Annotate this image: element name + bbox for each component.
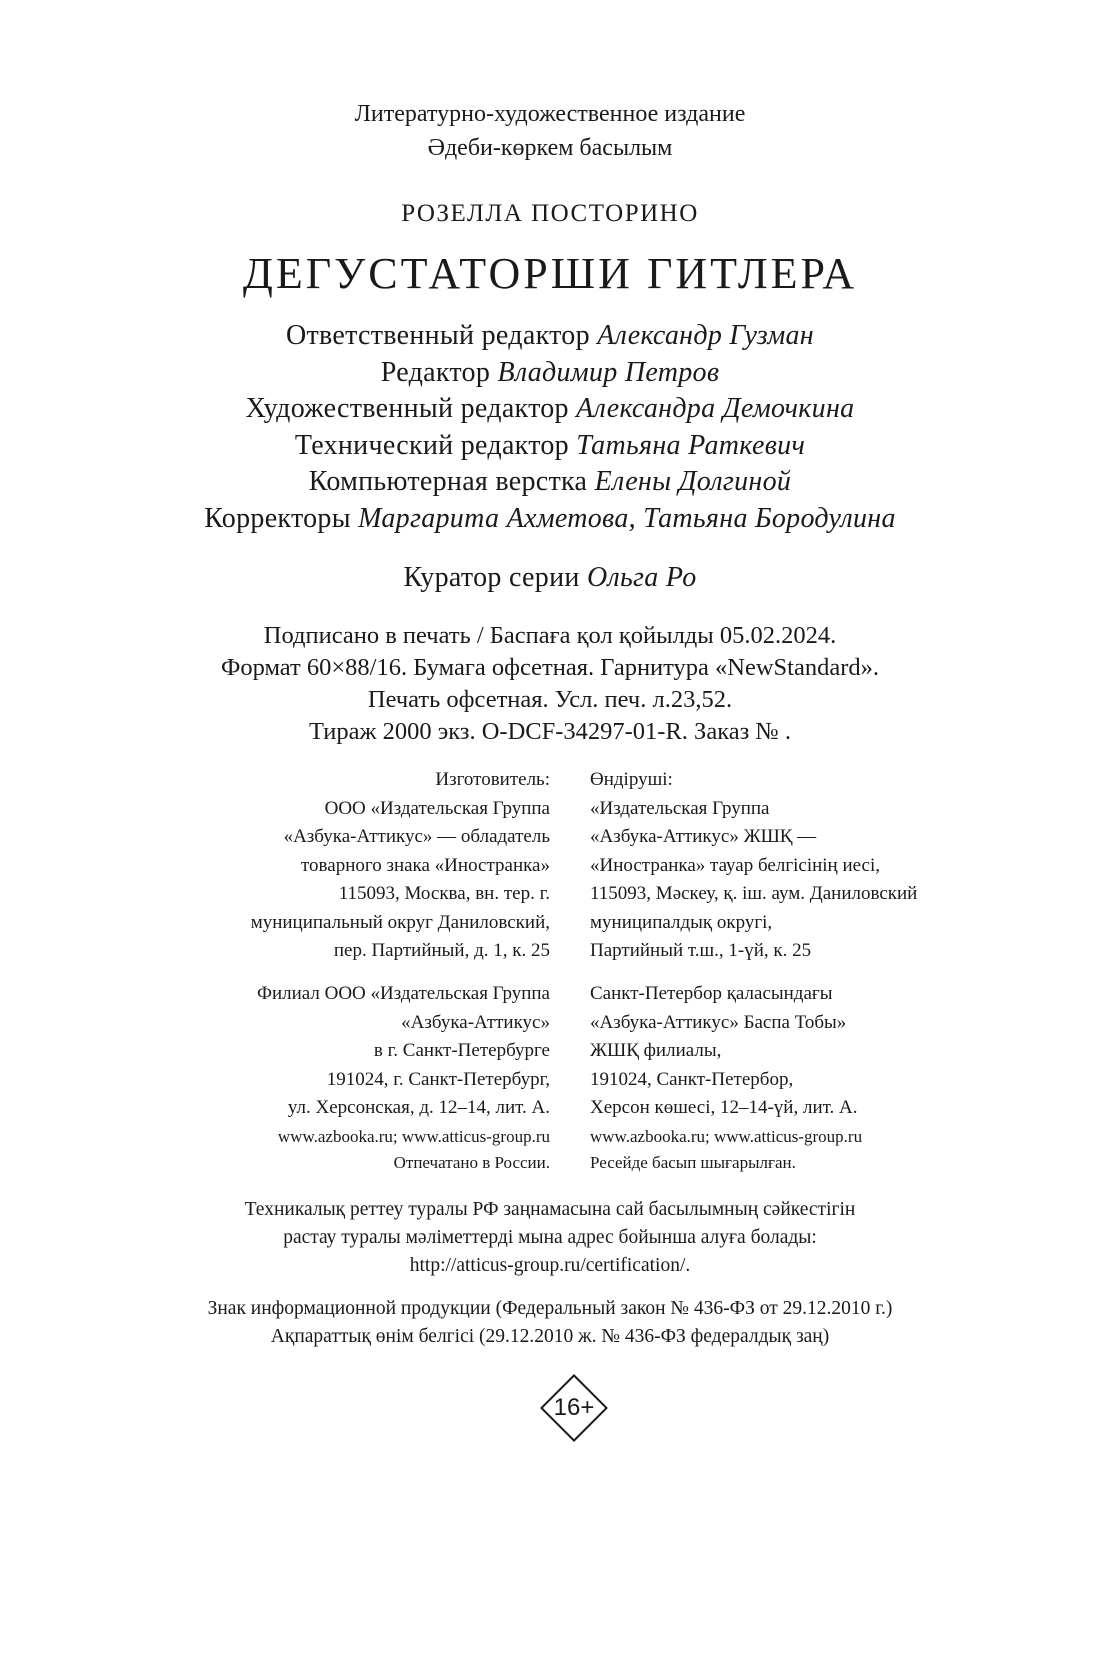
text-line: 191024, г. Санкт-Петербург, <box>326 1068 550 1090</box>
credit-name: Елены Долгиной <box>594 466 792 497</box>
info-sign-line: Знак информационной продукции (Федеральный закон № 436-ФЗ от 29.12.2010 г.) <box>207 1298 893 1319</box>
text-line: муниципальный округ Даниловский, <box>250 911 550 933</box>
print-info-line: Подписано в печать / Баспаға қол қойылды 05.02.2024. <box>263 622 837 649</box>
credit-line <box>0 355 1100 392</box>
text-line: «Азбука-Аттикус» — обладатель <box>283 826 550 847</box>
book-title: ДЕГУСТАТОРШИ ГИТЛЕРА <box>242 249 858 298</box>
series-curator <box>0 562 1100 594</box>
manufacturer-kz <box>590 766 917 966</box>
certification-line: Техникалық реттеу туралы РФ заңнамасына сай басылымның сәйкестігін <box>244 1199 856 1220</box>
credit-role: Ответственный редактор <box>286 320 590 351</box>
credit-name: Александра Демочкина <box>576 393 855 424</box>
printed-in: Ресейде басып шығарылған. <box>590 1153 796 1172</box>
print-info-line: Формат 60×88/16. Бумага офсетная. Гарнитура «NewStandard». <box>220 654 880 681</box>
text-line: 115093, Мәскеу, қ. іш. аум. Даниловский <box>590 883 918 904</box>
text-line: пер. Партийный, д. 1, к. 25 <box>333 940 550 961</box>
text-line: товарного знака «Иностранка» <box>301 854 550 876</box>
credit-line <box>0 318 1100 355</box>
credit-name: Маргарита Ахметова, Татьяна Бородулина <box>358 502 896 534</box>
text-line: муниципалдық округі, <box>590 911 773 933</box>
website-links: www.azbooka.ru; www.atticus-group.ru <box>590 1127 863 1146</box>
branch-ru <box>257 980 550 1123</box>
text-line: Өндіруші: <box>590 769 673 790</box>
credit-line <box>0 391 1100 428</box>
text-line: Изготовитель: <box>435 769 550 790</box>
text-line: Филиал ООО «Издательская Группа <box>256 983 550 1004</box>
credit-line <box>0 428 1100 465</box>
certification-url: http://atticus-group.ru/certification/. <box>409 1255 691 1276</box>
text-line: Партийный т.ш., 1-үй, к. 25 <box>590 940 812 961</box>
text-line: 115093, Москва, вн. тер. г. <box>338 883 550 904</box>
credit-name: Татьяна Раткевич <box>576 429 806 461</box>
text-line: «Издательская Группа <box>590 797 770 819</box>
website-links: www.azbooka.ru; www.atticus-group.ru <box>277 1127 550 1146</box>
credit-role: Компьютерная верстка <box>308 466 588 497</box>
book-author: РОЗЕЛЛА ПОСТОРИНО <box>401 200 699 227</box>
text-line: «Иностранка» тауар белгісінің иесі, <box>590 854 881 876</box>
credit-role: Корректоры <box>204 502 351 534</box>
text-line: ЖШҚ филиалы, <box>590 1040 722 1061</box>
credit-role: Редактор <box>380 356 491 388</box>
manufacturer-ru <box>251 766 550 966</box>
web-ru <box>278 1124 550 1176</box>
age-rating-badge <box>536 1370 612 1446</box>
text-line: в г. Санкт-Петербурге <box>373 1040 550 1061</box>
print-info-line: Тираж 2000 экз. O-DCF-34297-01-R. Заказ № . <box>308 718 792 745</box>
text-line: «Азбука-Аттикус» <box>401 1011 550 1033</box>
credit-role: Технический редактор <box>294 429 569 461</box>
text-line: Санкт-Петербор қаласындағы <box>590 983 833 1004</box>
edition-type-kz: Әдеби-көркем басылым <box>427 135 673 161</box>
printed-in: Отпечатано в России. <box>393 1153 550 1172</box>
text-line: ООО «Издательская Группа <box>324 797 550 819</box>
credit-role: Художественный редактор <box>245 393 569 424</box>
text-line: «Азбука-Аттикус» ЖШҚ — <box>590 826 817 847</box>
curator-name: Ольга Ро <box>586 562 697 593</box>
credit-name: Александр Гузман <box>597 320 814 351</box>
text-line: ул. Херсонская, д. 12–14, лит. А. <box>287 1097 550 1118</box>
branch-kz <box>590 980 857 1123</box>
credit-name: Владимир Петров <box>497 356 720 388</box>
edition-type-ru: Литературно-художественное издание <box>354 101 746 127</box>
certification-line: растау туралы мәліметтерді мына адрес бойынша алуға болады: <box>283 1227 817 1248</box>
credit-line <box>0 501 1100 538</box>
text-line: 191024, Санкт-Петербор, <box>590 1068 794 1090</box>
curator-role: Куратор серии <box>403 562 580 593</box>
text-line: Херсон көшесі, 12–14-үй, лит. А. <box>590 1097 858 1118</box>
age-rating-text: 16+ <box>553 1394 595 1421</box>
info-sign-line: Ақпараттық өнім белгісі (29.12.2010 ж. № 436-ФЗ федералдық заң) <box>270 1326 830 1347</box>
print-info-line: Печать офсетная. Усл. печ. л.23,52. <box>367 686 733 713</box>
credit-line <box>0 464 1100 501</box>
text-line: «Азбука-Аттикус» Баспа Тобы» <box>590 1011 847 1033</box>
web-kz <box>590 1124 862 1176</box>
